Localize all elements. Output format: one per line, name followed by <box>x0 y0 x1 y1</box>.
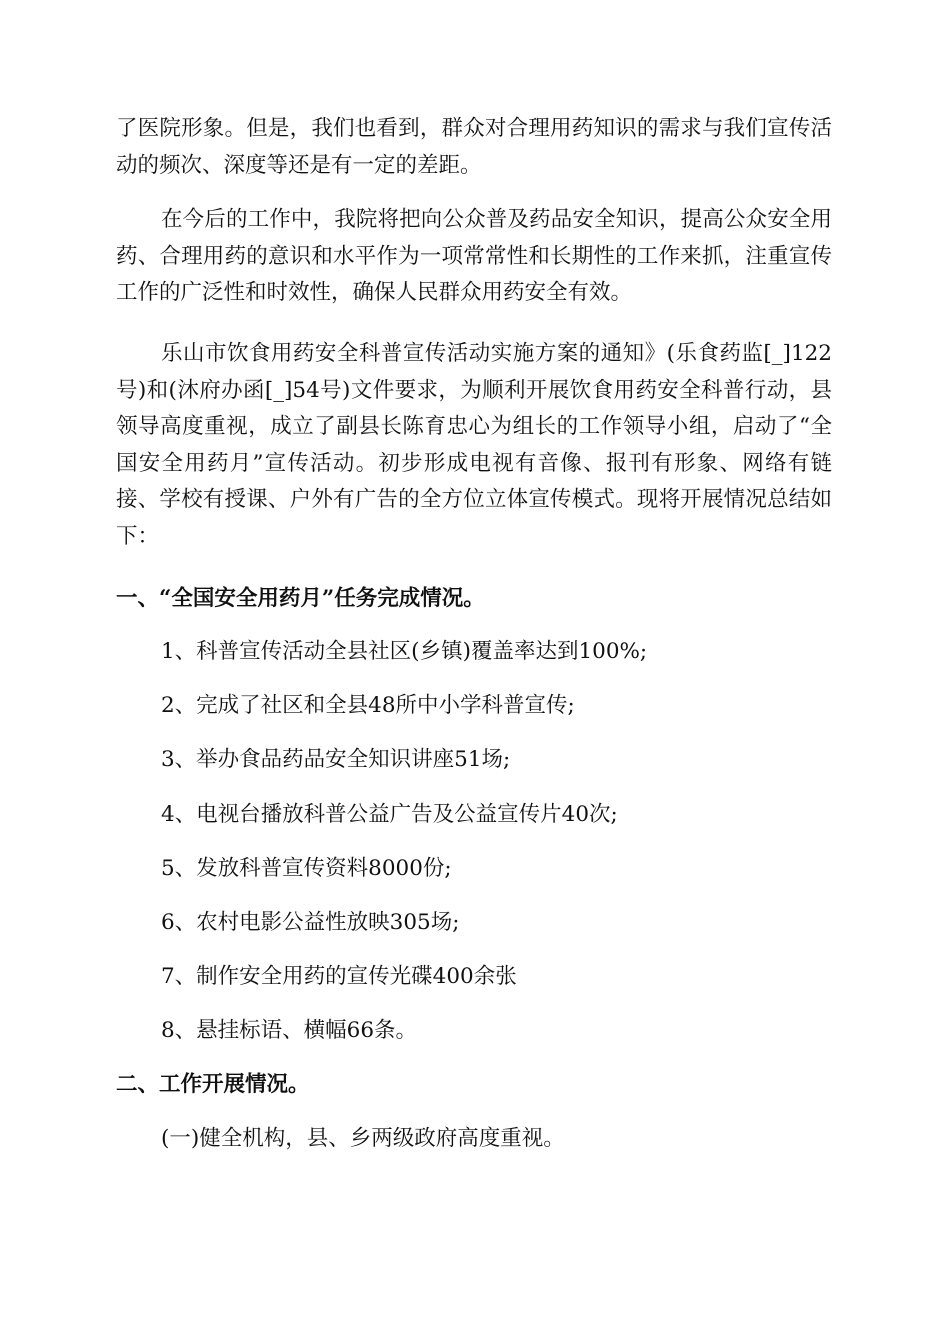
list-item: 2、完成了社区和全县48所中小学科普宣传; <box>161 693 575 718</box>
list-item: 6、农村电影公益性放映305场; <box>161 910 460 935</box>
list-item: 4、电视台播放科普公益广告及公益宣传片40次; <box>161 802 618 827</box>
paragraph-hospital-image: 了医院形象。但是，我们也看到，群众对合理用药知识的需求与我们宣传活动的频次、深度等还是有一定的差距。 <box>116 116 832 178</box>
list-item: 5、发放科普宣传资料8000份; <box>161 856 452 881</box>
list-item: 1、科普宣传活动全县社区(乡镇)覆盖率达到100%; <box>161 639 648 664</box>
subsection-heading: (一)健全机构，县、乡两级政府高度重视。 <box>161 1126 565 1151</box>
list-item: 8、悬挂标语、横幅66条。 <box>161 1018 418 1043</box>
paragraph-future-work: 在今后的工作中，我院将把向公众普及药品安全知识，提高公众安全用药、合理用药的意识和水平作为一项常常性和长期性的工作来抓，注重宣传工作的广泛性和时效性，确保人民群众用药安全有效。 <box>116 207 832 305</box>
section-heading-work-progress: 二、工作开展情况。 <box>116 1072 310 1097</box>
paragraph-leshan-notice: 乐山市饮食用药安全科普宣传活动实施方案的通知》(乐食药监[_]122号)和(沐府办函[_]54号)文件要求，为顺利开展饮食用药安全科普行动，县领导高度重视，成立了副县长陈育忠心为组长的工作领导小组，启动了“全国安全用药月”宣传活动。初步形成电视有音像、报刊有形象、网络有链接、学校有授课、户外有广告的全方位立体宣传模式。现将开展情况总结如下： <box>116 341 832 549</box>
section-heading-task-completion: 一、“全国安全用药月”任务完成情况。 <box>116 586 485 611</box>
list-item: 3、举办食品药品安全知识讲座51场; <box>161 747 511 772</box>
list-item: 7、制作安全用药的宣传光碟400余张 <box>161 964 517 989</box>
